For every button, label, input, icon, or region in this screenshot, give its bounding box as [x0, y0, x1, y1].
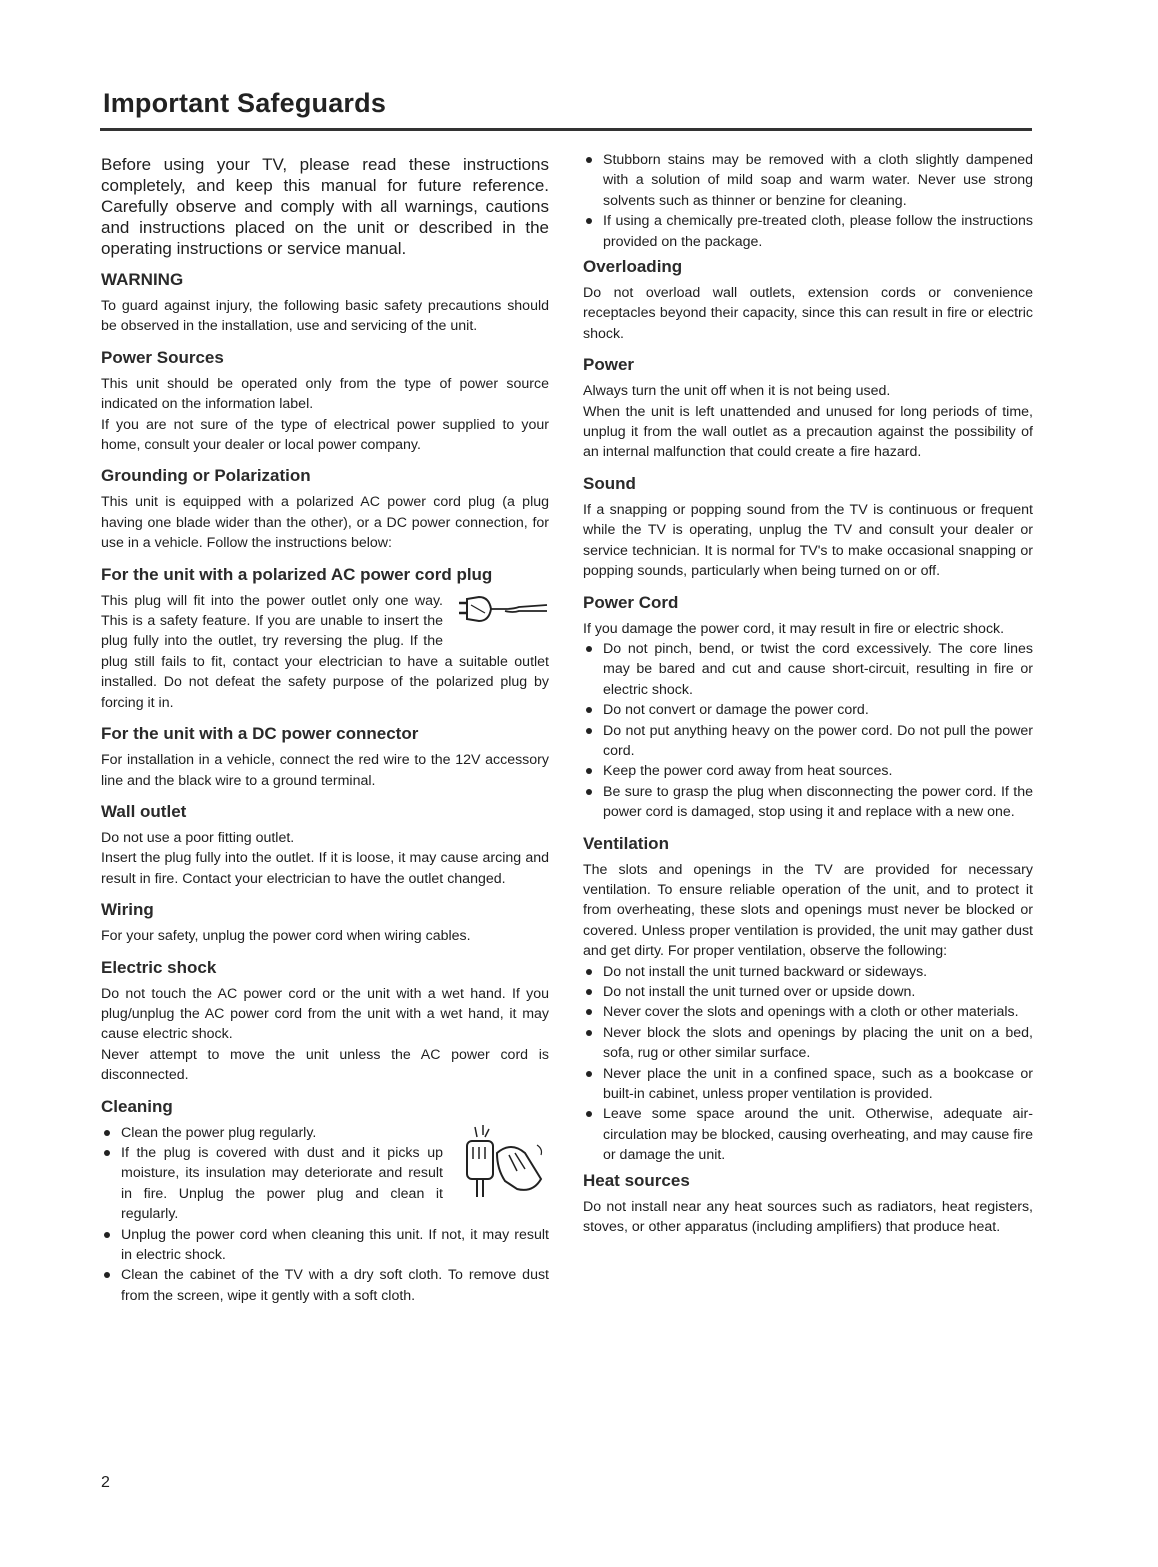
list-item: Do not convert or damage the power cord.	[583, 700, 1033, 720]
power-sources-heading: Power Sources	[101, 347, 224, 367]
grounding-text: This unit is equipped with a polarized AC power cord plug (a plug having one blade wider than the other), or a DC power connection, for use in a vehicle. Follow the instructions below:	[101, 494, 549, 552]
power-cord-text: If you damage the power cord, it may result in fire or electric shock.	[583, 620, 1005, 637]
intro-paragraph: Before using your TV, please read these instructions completely, and keep this manual for future reference. Carefully observe and comply with all warnings, cautions and instructions placed on the unit or described in the operating instructions or service manual.	[101, 155, 549, 258]
dc-connector-heading: For the unit with a DC power connector	[101, 724, 419, 744]
heat-sources-heading: Heat sources	[583, 1170, 690, 1190]
list-item: Clean the cabinet of the TV with a dry soft cloth. To remove dust from the screen, wipe it gently with a soft cloth.	[101, 1265, 549, 1306]
warning-heading: WARNING	[101, 270, 184, 289]
dc-connector-text: For installation in a vehicle, connect the red wire to the 12V accessory line and the black wire to a ground terminal.	[101, 752, 549, 789]
ac-plug-heading: For the unit with a polarized AC power cord plug	[101, 564, 493, 584]
list-item: Never block the slots and openings by placing the unit on a bed, sofa, rug or other similar surface.	[583, 1023, 1033, 1064]
wiring-heading: Wiring	[101, 900, 154, 920]
list-item: Do not install the unit turned backward or sideways.	[583, 962, 1033, 982]
left-column	[101, 150, 549, 1306]
wall-outlet-heading: Wall outlet	[101, 801, 187, 821]
electric-shock-heading: Electric shock	[101, 957, 217, 977]
power-text-2: When the unit is left unattended and unused for long periods of time, unplug it from the wall outlet as a precaution against the possibility of an internal malfunction that could create a fire hazard.	[583, 403, 1033, 461]
wiring-text: For your safety, unplug the power cord when wiring cables.	[101, 928, 471, 945]
power-heading: Power	[583, 355, 635, 375]
overloading-heading: Overloading	[583, 257, 683, 277]
list-item: Never place the unit in a confined space, such as a bookcase or built-in cabinet, unless proper ventilation is provided.	[583, 1064, 1033, 1105]
cleaning-list	[101, 1123, 549, 1307]
ventilation-heading: Ventilation	[583, 833, 669, 853]
list-item: Keep the power cord away from heat sources.	[583, 761, 1033, 781]
cleaning-list-continued	[583, 150, 1033, 252]
electric-shock-text-1: Do not touch the AC power cord or the unit with a wet hand. If you plug/unplug the AC power cord from the unit with a wet hand, it may cause electric shock.	[101, 985, 549, 1043]
power-sources-text-2: If you are not sure of the type of electrical power supplied to your home, consult your dealer or local power company.	[101, 416, 549, 454]
right-column	[583, 150, 1033, 1237]
electric-shock-text-2: Never attempt to move the unit unless the AC power cord is disconnected.	[101, 1046, 549, 1084]
list-item: Do not put anything heavy on the power cord. Do not pull the power cord.	[583, 721, 1033, 762]
power-text-1: Always turn the unit off when it is not being used.	[583, 383, 891, 400]
power-cord-list	[583, 639, 1033, 823]
page-title: Important Safeguards	[103, 88, 387, 118]
list-item: Do not pinch, bend, or twist the cord excessively. The core lines may be bared and cut and cause short-circuit, resulting in fire or electric shock.	[583, 639, 1033, 700]
power-sources-text-1: This unit should be operated only from the type of power source indicated on the information label.	[101, 375, 549, 413]
page-number: 2	[101, 1474, 110, 1491]
list-item: Leave some space around the unit. Otherwise, adequate air-circulation may be blocked, causing overheating, and may cause fire or damage the unit.	[583, 1104, 1033, 1165]
sound-text: If a snapping or popping sound from the TV is continuous or frequent while the TV is operating, unplug the TV and consult your dealer or service technician. It is normal for TV's to make occasional snapping or popping sounds, particularly when being turned on or off.	[583, 501, 1033, 580]
cleaning-heading: Cleaning	[101, 1096, 173, 1116]
list-item: Do not install the unit turned over or upside down.	[583, 982, 1033, 1002]
ventilation-text: The slots and openings in the TV are provided for necessary ventilation. To ensure reliable operation of the unit, and to protect it from overheating, these slots and openings must never be blocked or covered. Unless proper ventilation is provided, the unit may gather dust and get dirty. For proper ventilation, observe the following:	[583, 861, 1033, 960]
ac-plug-text: This plug will fit into the power outlet only one way. This is a safety feature. If you are unable to insert the plug fully into the outlet, try reversing the plug. If the plug still fails to fit, contact your electrician to have a suitable outlet installed. Do not defeat the safety purpose of the polarized plug by forcing it in.	[101, 592, 549, 711]
list-item: Stubborn stains may be removed with a cloth slightly dampened with a solution of mild soap and warm water. Never use strong solvents such as thinner or benzine for cleaning.	[583, 150, 1033, 211]
list-item: Clean the power plug regularly.	[101, 1123, 549, 1143]
list-item: Unplug the power cord when cleaning this unit. If not, it may result in electric shock.	[101, 1225, 549, 1266]
power-cord-heading: Power Cord	[583, 592, 679, 612]
list-item: Never cover the slots and openings with a cloth or other materials.	[583, 1002, 1033, 1022]
wall-outlet-text-2: Insert the plug fully into the outlet. If it is loose, it may cause arcing and result in fire. Contact your electrician to have the outlet changed.	[101, 850, 549, 887]
list-item: Be sure to grasp the plug when disconnecting the power cord. If the power cord is damaged, stop using it and replace with a new one.	[583, 782, 1033, 823]
title-rule	[100, 128, 1032, 131]
overloading-text: Do not overload wall outlets, extension cords or convenience receptacles beyond their capacity, since this can result in fire or electric shock.	[583, 285, 1033, 342]
grounding-heading: Grounding or Polarization	[101, 466, 311, 486]
list-item: If the plug is covered with dust and it picks up moisture, its insulation may deteriorate and result in fire. Unplug the power plug and clean it regularly.	[101, 1143, 549, 1225]
heat-sources-text: Do not install near any heat sources such as radiators, heat registers, stoves, or other apparatus (including amplifiers) that produce heat.	[583, 1198, 1033, 1236]
sound-heading: Sound	[583, 473, 636, 493]
polarized-plug-icon	[453, 591, 549, 637]
warning-text: To guard against injury, the following basic safety precautions should be observed in the installation, use and servicing of the unit.	[101, 298, 549, 335]
ventilation-list	[583, 962, 1033, 1166]
wall-outlet-text-1: Do not use a poor fitting outlet.	[101, 829, 295, 846]
list-item: If using a chemically pre-treated cloth, please follow the instructions provided on the package.	[583, 211, 1033, 252]
